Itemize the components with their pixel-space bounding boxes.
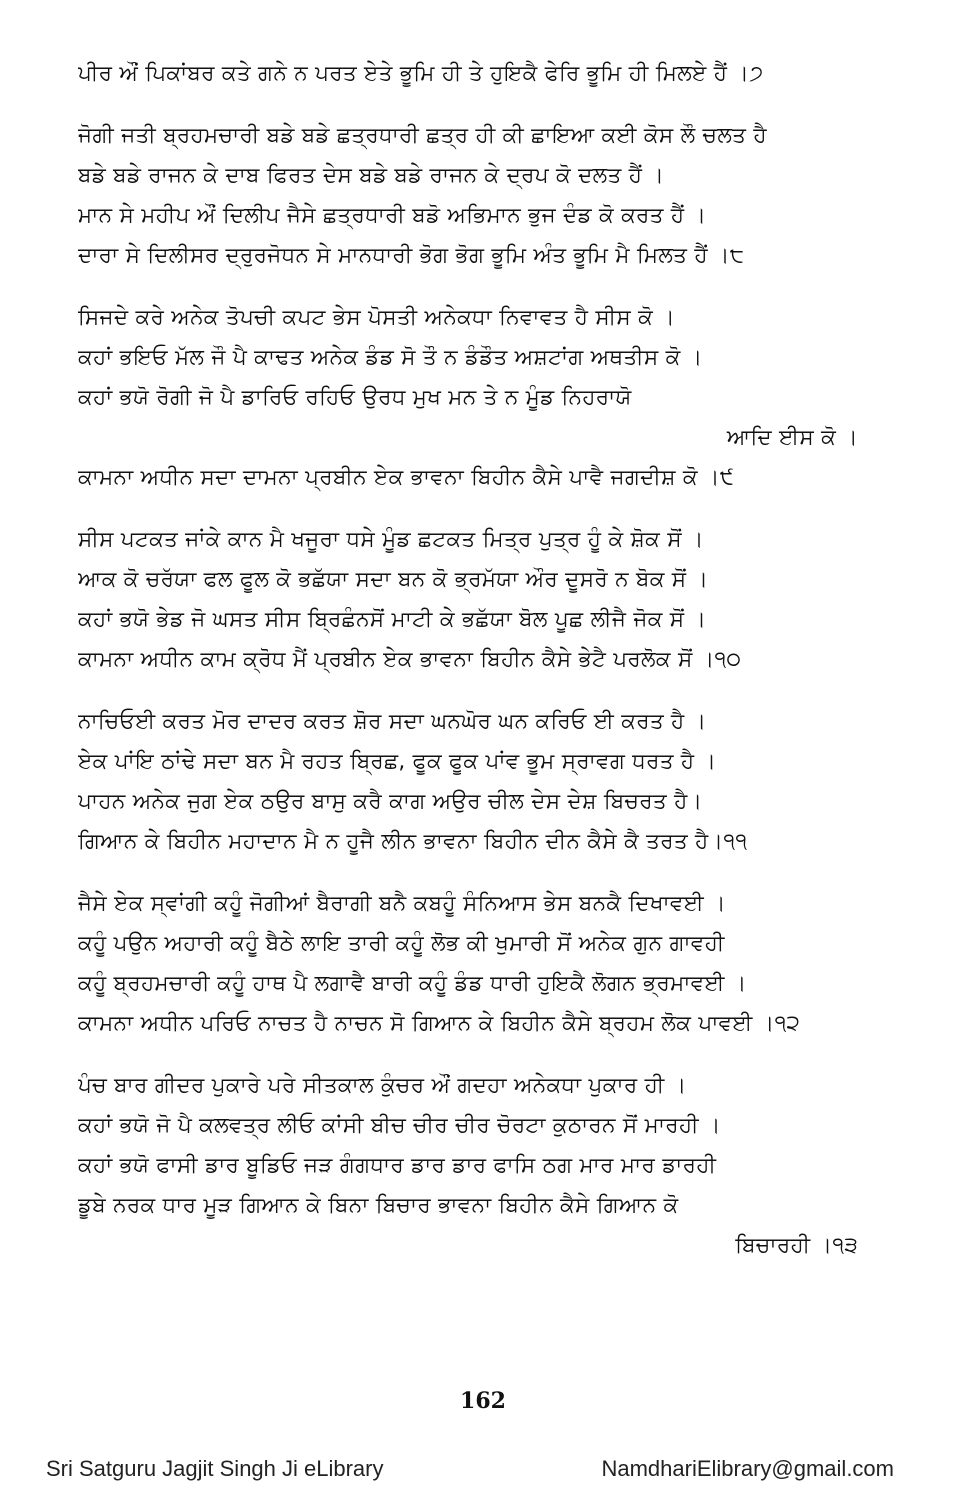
stanza-9 [78,298,928,498]
verse-line: ਬਡੇ ਬਡੇ ਰਾਜਨ ਕੇ ਦਾਬ ਫਿਰਤ ਦੇਸ ਬਡੇ ਬਡੇ ਰਾਜਨ ਕੇ ਦ੍ਰਪ ਕੋ ਦਲਤ ਹੈਂ । [78,163,665,188]
verse-line-continuation: ਬਿਚਾਰਹੀ ।੧੩ [735,1233,858,1258]
verse-line: ਕਹਾਂ ਭਯੋ ਜੋ ਪੈ ਕਲਵਤ੍ਰ ਲੀਓ ਕਾਂਸੀ ਬੀਚ ਚੀਰ ਚੀਰ ਚੋਰਟਾ ਕੁਠਾਰਨ ਸੋਂ ਮਾਰਹੀ । [78,1113,721,1138]
stanza-10 [78,520,928,680]
verse-line: ਕਹੂੰ ਬ੍ਰਹਮਚਾਰੀ ਕਹੂੰ ਹਾਥ ਪੈ ਲਗਾਵੈ ਬਾਰੀ ਕਹੂੰ ਡੰਡ ਧਾਰੀ ਹੁਇਕੈ ਲੋਗਨ ਭ੍ਰਮਾਵਈ । [78,971,747,996]
verse-line: ਪੰਚ ਬਾਰ ਗੀਦਰ ਪੁਕਾਰੇ ਪਰੇ ਸੀਤਕਾਲ ਕੁੰਚਰ ਔਂ ਗਦਹਾ ਅਨੇਕਧਾ ਪੁਕਾਰ ਹੀ । [78,1073,687,1098]
verse-line: ਪਾਹਨ ਅਨੇਕ ਜੁਗ ਏਕ ਠਉਰ ਬਾਸੁ ਕਰੈ ਕਾਗ ਅਉਰ ਚੀਲ ਦੇਸ ਦੇਸ਼ ਬਿਚਰਤ ਹੈ। [78,789,703,814]
verse-line: ਮਾਨ ਸੇ ਮਹੀਪ ਔਂ ਦਿਲੀਪ ਜੈਸੇ ਛਤ੍ਰਧਾਰੀ ਬਡੋ ਅਭਿਮਾਨ ਭੁਜ ਦੰਡ ਕੋ ਕਰਤ ਹੈਂ । [78,203,707,228]
verse-line: ਗਿਆਨ ਕੇ ਬਿਹੀਨ ਮਹਾਦਾਨ ਮੈ ਨ ਹੂਜੈ ਲੀਨ ਭਾਵਨਾ ਬਿਹੀਨ ਦੀਨ ਕੈਸੇ ਕੈ ਤਰਤ ਹੈ।੧੧ [78,829,748,854]
library-name: Sri Satguru Jagjit Singh Ji eLibrary [46,1456,384,1481]
stanza-12 [78,884,928,1044]
stanza-13 [78,1066,928,1266]
verse-line: ਕਹਾਂ ਭਯੋ ਰੋਗੀ ਜੋ ਪੈ ਡਾਰਿਓ ਰਹਿਓ ਉਰਧ ਮੁਖ ਮਨ ਤੇ ਨ ਮੂੰਡ ਨਿਹਰਾਯੋ [78,385,632,410]
verse-line: ਕਾਮਨਾ ਅਧੀਨ ਕਾਮ ਕ੍ਰੋਧ ਮੈਂ ਪ੍ਰਬੀਨ ਏਕ ਭਾਵਨਾ ਬਿਹੀਨ ਕੈਸੇ ਭੇਟੈ ਪਰਲੋਕ ਸੋਂ ।੧੦ [78,647,742,672]
verse-line: ਜੈਸੇ ਏਕ ਸ੍ਵਾਂਗੀ ਕਹੂੰ ਜੋਗੀਆਂ ਬੈਰਾਗੀ ਬਨੈ ਕਬਹੂੰ ਸੰਨਿਆਸ ਭੇਸ ਬਨਕੈ ਦਿਖਾਵਈ । [78,891,726,916]
stanza-11 [78,702,928,862]
verse-line: ਆਕ ਕੋ ਚਰੱਯਾ ਫਲ ਫੂਲ ਕੋ ਭਛੱਯਾ ਸਦਾ ਬਨ ਕੋ ਭ੍ਰਮੱਯਾ ਔਰ ਦੂਸਰੋ ਨ ਬੋਕ ਸੋਂ । [78,567,709,592]
verse-line: ਡੂਬੇ ਨਰਕ ਧਾਰ ਮੂੜ ਗਿਆਨ ਕੇ ਬਿਨਾ ਬਿਚਾਰ ਭਾਵਨਾ ਬਿਹੀਨ ਕੈਸੇ ਗਿਆਨ ਕੋ [78,1193,679,1218]
verse-text [78,54,928,1288]
verse-line: ਨਾਚਿਓਈ ਕਰਤ ਮੋਰ ਦਾਦਰ ਕਰਤ ਸ਼ੋਰ ਸਦਾ ਘਨਘੋਰ ਘਨ ਕਰਿਓ ਈ ਕਰਤ ਹੈ । [78,709,707,734]
verse-line: ਏਕ ਪਾਂਇ ਠਾਂਢੇ ਸਦਾ ਬਨ ਮੈ ਰਹਤ ਬ੍ਰਿਛ, ਫੂਕ ਫੂਕ ਪਾਂਵ ਭੂਮ ਸ੍ਰਾਵਗ ਧਰਤ ਹੈ । [78,749,717,774]
verse-line: ਕਹਾਂ ਭਯੋ ਫਾਸੀ ਡਾਰ ਬੂਡਿਓ ਜੜ ਗੰਗਧਾਰ ਡਾਰ ਡਾਰ ਫਾਸਿ ਠਗ ਮਾਰ ਮਾਰ ਡਾਰਹੀ [78,1153,717,1178]
verse-line: ਸਿਜਦੇ ਕਰੇ ਅਨੇਕ ਤੋਪਚੀ ਕਪਟ ਭੇਸ ਪੋਸਤੀ ਅਨੇਕਧਾ ਨਿਵਾਵਤ ਹੈ ਸੀਸ ਕੋ । [78,305,676,330]
library-email: NamdhariElibrary@gmail.com [601,1456,894,1481]
page-number: 162 [460,1388,506,1414]
verse-line: ਕਹਾਂ ਭਯੋ ਭੇਡ ਜੋ ਘਸਤ ਸੀਸ ਬ੍ਰਿਛੰਨਸੋਂ ਮਾਟੀ ਕੇ ਭਛੱਯਾ ਬੋਲ ਪੂਛ ਲੀਜੈ ਜੋਕ ਸੋਂ । [78,607,707,632]
verse-line: ਸੀਸ ਪਟਕਤ ਜਾਂਕੇ ਕਾਨ ਮੈ ਖਜੂਰਾ ਧਸੇ ਮੂੰਡ ਛਟਕਤ ਮਿਤ੍ਰ ਪੁਤ੍ਰ ਹੂੰ ਕੇ ਸ਼ੋਕ ਸੋਂ । [78,527,704,552]
verse-line: ਕਾਮਨਾ ਅਧੀਨ ਪਰਿਓ ਨਾਚਤ ਹੈ ਨਾਚਨ ਸੋ ਗਿਆਨ ਕੇ ਬਿਹੀਨ ਕੈਸੇ ਬ੍ਰਹਮ ਲੋਕ ਪਾਵਈ ।੧੨ [78,1011,801,1036]
library-footer [46,1456,894,1490]
verse-line: ਕਹਾਂ ਭਇਓ ਮੱਲ ਜੌ ਪੈ ਕਾਢਤ ਅਨੇਕ ਡੰਡ ਸੋ ਤੌ ਨ ਡੰਡੌਤ ਅਸ਼ਟਾਂਗ ਅਥਤੀਸ ਕੋ । [78,345,703,370]
verse-line-continuation: ਆਦਿ ਈਸ ਕੋ । [726,425,858,450]
verse-line: ਕਹੂੰ ਪਉਨ ਅਹਾਰੀ ਕਹੂੰ ਬੈਠੇ ਲਾਇ ਤਾਰੀ ਕਹੂੰ ਲੋਭ ਕੀ ਖੁਮਾਰੀ ਸੋਂ ਅਨੇਕ ਗੁਨ ਗਾਵਹੀ [78,931,725,956]
verse-line: ਪੀਰ ਔਂ ਪਿਕਾਂਬਰ ਕਤੇ ਗਨੇ ਨ ਪਰਤ ਏਤੇ ਭੂਮਿ ਹੀ ਤੇ ਹੁਇਕੈ ਫੇਰਿ ਭੂਮਿ ਹੀ ਮਿਲਏ ਹੈਂ ।੭ [78,61,764,86]
verse-line: ਕਾਮਨਾ ਅਧੀਨ ਸਦਾ ਦਾਮਨਾ ਪ੍ਰਬੀਨ ਏਕ ਭਾਵਨਾ ਬਿਹੀਨ ਕੈਸੇ ਪਾਵੈ ਜਗਦੀਸ਼ ਕੋ ।੯ [78,465,735,490]
verse-line: ਜੋਗੀ ਜਤੀ ਬ੍ਰਹਮਚਾਰੀ ਬਡੇ ਬਡੇ ਛਤ੍ਰਧਾਰੀ ਛਤ੍ਰ ਹੀ ਕੀ ਛਾਇਆ ਕਈ ਕੋਸ ਲੌ ਚਲਤ ਹੈ [78,123,767,148]
verse-line: ਦਾਰਾ ਸੇ ਦਿਲੀਸਰ ਦ੍ਰੁਰਜੋਧਨ ਸੇ ਮਾਨਧਾਰੀ ਭੋਗ ਭੋਗ ਭੂਮਿ ਅੰਤ ਭੂਮਿ ਮੈ ਮਿਲਤ ਹੈਂ ।੮ [78,243,745,268]
stanza-7-ending [78,54,928,94]
stanza-8 [78,116,928,276]
